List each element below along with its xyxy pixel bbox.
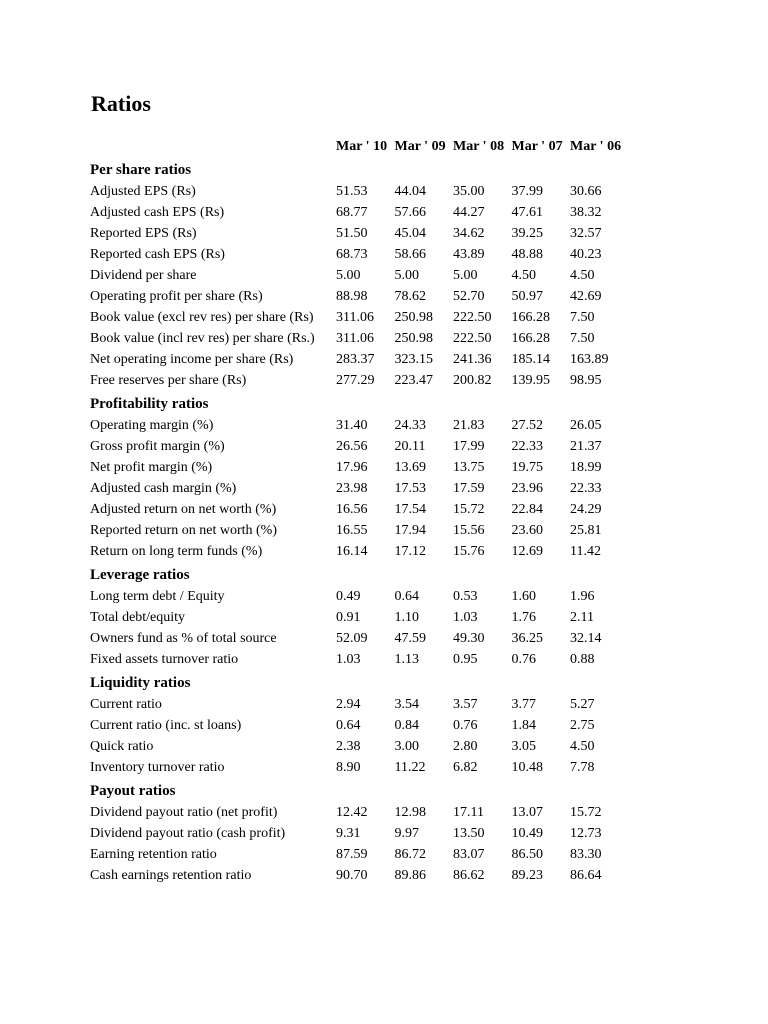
table-cell-value: 12.69 [511, 544, 543, 559]
row-label: Fixed assets turnover ratio [90, 652, 239, 667]
row-label: Net operating income per share (Rs) [90, 352, 294, 367]
table-cell-value: 323.15 [394, 352, 433, 367]
table-row [90, 286, 629, 307]
table-row [90, 307, 629, 328]
table-cell-value: 0.49 [336, 589, 361, 604]
table-cell-value: 25.81 [570, 523, 602, 538]
table-cell-value: 17.94 [394, 523, 426, 538]
table-cell-value: 88.98 [336, 289, 368, 304]
table-cell-value: 22.33 [570, 481, 602, 496]
table-cell-value: 37.99 [511, 184, 543, 199]
table-cell-value: 222.50 [453, 310, 492, 325]
table-cell-value: 222.50 [453, 331, 492, 346]
table-cell-value: 83.30 [570, 847, 602, 862]
table-cell-value: 8.90 [336, 760, 361, 775]
table-cell-value: 9.97 [394, 826, 419, 841]
row-label: Adjusted cash EPS (Rs) [90, 205, 225, 220]
table-cell-value: 1.76 [511, 610, 536, 625]
table-cell-value: 0.95 [453, 652, 478, 667]
column-header: Mar ' 07 [511, 139, 563, 154]
table-cell-value: 5.00 [453, 268, 478, 283]
row-label: Adjusted cash margin (%) [90, 481, 237, 496]
table-cell-value: 0.91 [336, 610, 361, 625]
table-cell-value: 7.78 [570, 760, 595, 775]
table-row [90, 457, 629, 478]
table-cell-value: 2.38 [336, 739, 361, 754]
table-row [90, 349, 629, 370]
table-row [90, 520, 629, 541]
table-cell-value: 11.22 [394, 760, 426, 775]
table-cell-value: 2.94 [336, 697, 361, 712]
table-cell-value: 250.98 [394, 331, 433, 346]
table-cell-value: 1.60 [511, 589, 536, 604]
table-cell-value: 38.32 [570, 205, 602, 220]
table-cell-value: 17.53 [394, 481, 426, 496]
table-cell-value: 17.59 [453, 481, 485, 496]
table-cell-value: 15.72 [453, 502, 485, 517]
table-cell-value: 2.11 [570, 610, 594, 625]
table-cell-value: 4.50 [511, 268, 536, 283]
column-header: Mar ' 06 [570, 139, 622, 154]
table-cell-value: 31.40 [336, 418, 368, 433]
table-cell-value: 311.06 [336, 310, 374, 325]
row-label: Owners fund as % of total source [90, 631, 277, 646]
row-label: Long term debt / Equity [90, 589, 225, 604]
row-label: Reported EPS (Rs) [90, 226, 197, 241]
table-row [90, 181, 629, 202]
table-cell-value: 26.56 [336, 439, 368, 454]
row-label: Book value (incl rev res) per share (Rs.) [90, 331, 315, 346]
table-cell-value: 5.00 [394, 268, 419, 283]
row-label: Gross profit margin (%) [90, 439, 225, 454]
table-cell-value: 12.98 [394, 805, 426, 820]
row-label: Current ratio [90, 697, 162, 712]
table-cell-value: 4.50 [570, 268, 595, 283]
table-row [90, 478, 629, 499]
table-cell-value: 3.57 [453, 697, 478, 712]
table-cell-value: 90.70 [336, 868, 368, 883]
table-cell-value: 43.89 [453, 247, 485, 262]
table-cell-value: 23.96 [511, 481, 543, 496]
table-cell-value: 13.07 [511, 805, 543, 820]
table-cell-value: 1.84 [511, 718, 536, 733]
table-cell-value: 0.84 [394, 718, 419, 733]
table-cell-value: 2.75 [570, 718, 595, 733]
table-cell-value: 68.73 [336, 247, 368, 262]
table-cell-value: 15.76 [453, 544, 485, 559]
row-label: Reported return on net worth (%) [90, 523, 277, 538]
table-cell-value: 1.03 [453, 610, 478, 625]
section-title: Payout ratios [90, 783, 176, 799]
table-cell-value: 68.77 [336, 205, 368, 220]
table-cell-value: 51.53 [336, 184, 368, 199]
table-cell-value: 166.28 [511, 310, 550, 325]
table-cell-value: 47.59 [394, 631, 426, 646]
table-cell-value: 17.11 [453, 805, 484, 820]
table-cell-value: 3.05 [511, 739, 536, 754]
table-cell-value: 32.14 [570, 631, 602, 646]
table-cell-value: 7.50 [570, 310, 595, 325]
table-cell-value: 5.00 [336, 268, 361, 283]
row-label: Adjusted return on net worth (%) [90, 502, 277, 517]
table-cell-value: 10.48 [511, 760, 543, 775]
section-header-row [90, 778, 629, 802]
table-cell-value: 49.30 [453, 631, 485, 646]
table-cell-value: 200.82 [453, 373, 492, 388]
table-row [90, 436, 629, 457]
table-cell-value: 35.00 [453, 184, 485, 199]
row-label: Return on long term funds (%) [90, 544, 263, 559]
row-label: Earning retention ratio [90, 847, 217, 862]
table-cell-value: 24.33 [394, 418, 426, 433]
table-cell-value: 1.03 [336, 652, 361, 667]
table-body [90, 157, 629, 886]
table-cell-value: 3.77 [511, 697, 536, 712]
table-cell-value: 83.07 [453, 847, 485, 862]
table-cell-value: 22.84 [511, 502, 543, 517]
table-cell-value: 47.61 [511, 205, 543, 220]
row-label: Adjusted EPS (Rs) [90, 184, 196, 199]
table-cell-value: 241.36 [453, 352, 492, 367]
table-cell-value: 22.33 [511, 439, 543, 454]
table-row [90, 607, 629, 628]
table-cell-value: 87.59 [336, 847, 368, 862]
table-cell-value: 44.04 [394, 184, 426, 199]
table-row [90, 328, 629, 349]
table-cell-value: 3.54 [394, 697, 419, 712]
table-cell-value: 58.66 [394, 247, 426, 262]
table-cell-value: 13.75 [453, 460, 485, 475]
table-cell-value: 57.66 [394, 205, 426, 220]
section-header-row [90, 391, 629, 415]
table-cell-value: 24.29 [570, 502, 602, 517]
header-label-cell [90, 136, 336, 157]
table-cell-value: 20.11 [394, 439, 426, 454]
table-cell-value: 44.27 [453, 205, 485, 220]
table-cell-value: 86.62 [453, 868, 485, 883]
table-row [90, 715, 629, 736]
row-label: Operating profit per share (Rs) [90, 289, 263, 304]
table-cell-value: 26.05 [570, 418, 602, 433]
table-row [90, 202, 629, 223]
table-cell-value: 98.95 [570, 373, 602, 388]
table-cell-value: 15.56 [453, 523, 485, 538]
row-label: Dividend per share [90, 268, 197, 283]
table-cell-value: 48.88 [511, 247, 543, 262]
table-cell-value: 1.10 [394, 610, 419, 625]
table-cell-value: 0.53 [453, 589, 478, 604]
table-row [90, 265, 629, 286]
table-cell-value: 185.14 [511, 352, 550, 367]
table-row [90, 586, 629, 607]
table-cell-value: 17.99 [453, 439, 485, 454]
table-cell-value: 4.50 [570, 739, 595, 754]
table-cell-value: 16.14 [336, 544, 368, 559]
row-label: Total debt/equity [90, 610, 186, 625]
page-title: Ratios [91, 91, 151, 116]
table-cell-value: 277.29 [336, 373, 375, 388]
table-cell-value: 7.50 [570, 331, 595, 346]
table-cell-value: 163.89 [570, 352, 609, 367]
table-cell-value: 6.82 [453, 760, 478, 775]
section-title: Profitability ratios [90, 396, 209, 412]
table-cell-value: 21.37 [570, 439, 602, 454]
table-row [90, 499, 629, 520]
table-row [90, 694, 629, 715]
table-cell-value: 1.96 [570, 589, 595, 604]
table-cell-value: 21.83 [453, 418, 485, 433]
table-cell-value: 30.66 [570, 184, 602, 199]
table-cell-value: 0.88 [570, 652, 595, 667]
table-cell-value: 52.70 [453, 289, 485, 304]
table-cell-value: 45.04 [394, 226, 426, 241]
table-cell-value: 15.72 [570, 805, 602, 820]
table-row [90, 223, 629, 244]
table-cell-value: 223.47 [394, 373, 433, 388]
table-cell-value: 23.98 [336, 481, 368, 496]
column-header: Mar ' 08 [453, 139, 505, 154]
table-cell-value: 250.98 [394, 310, 433, 325]
table-cell-value: 12.73 [570, 826, 602, 841]
table-cell-value: 166.28 [511, 331, 550, 346]
table-cell-value: 36.25 [511, 631, 543, 646]
table-row [90, 541, 629, 562]
table-cell-value: 23.60 [511, 523, 543, 538]
row-label: Dividend payout ratio (cash profit) [90, 826, 286, 841]
table-cell-value: 10.49 [511, 826, 543, 841]
table-cell-value: 1.13 [394, 652, 419, 667]
row-label: Inventory turnover ratio [90, 760, 225, 775]
table-row [90, 802, 629, 823]
table-cell-value: 89.23 [511, 868, 543, 883]
row-label: Net profit margin (%) [90, 460, 213, 475]
table-cell-value: 0.76 [511, 652, 536, 667]
table-cell-value: 16.56 [336, 502, 368, 517]
table-cell-value: 17.12 [394, 544, 426, 559]
row-label: Book value (excl rev res) per share (Rs) [90, 310, 314, 325]
row-label: Reported cash EPS (Rs) [90, 247, 225, 262]
table-cell-value: 139.95 [511, 373, 550, 388]
table-cell-value: 13.69 [394, 460, 426, 475]
table-cell-value: 89.86 [394, 868, 426, 883]
table-cell-value: 86.72 [394, 847, 426, 862]
row-label: Operating margin (%) [90, 418, 214, 433]
table-row [90, 865, 629, 886]
section-header-row [90, 157, 629, 181]
table-row [90, 844, 629, 865]
section-title: Liquidity ratios [90, 675, 191, 691]
table-cell-value: 86.64 [570, 868, 602, 883]
table-cell-value: 50.97 [511, 289, 543, 304]
table-cell-value: 78.62 [394, 289, 426, 304]
section-header-row [90, 670, 629, 694]
table-row [90, 649, 629, 670]
table-cell-value: 5.27 [570, 697, 595, 712]
table-cell-value: 283.37 [336, 352, 375, 367]
table-row [90, 628, 629, 649]
row-label: Quick ratio [90, 739, 154, 754]
table-cell-value: 9.31 [336, 826, 361, 841]
table-cell-value: 13.50 [453, 826, 485, 841]
row-label: Current ratio (inc. st loans) [90, 718, 242, 733]
table-cell-value: 11.42 [570, 544, 601, 559]
table-cell-value: 52.09 [336, 631, 368, 646]
table-cell-value: 86.50 [511, 847, 543, 862]
table-cell-value: 42.69 [570, 289, 602, 304]
table-cell-value: 34.62 [453, 226, 485, 241]
table-cell-value: 51.50 [336, 226, 368, 241]
table-cell-value: 17.54 [394, 502, 426, 517]
table-cell-value: 2.80 [453, 739, 478, 754]
table-cell-value: 0.64 [336, 718, 361, 733]
table-header-row [90, 136, 629, 157]
table-cell-value: 12.42 [336, 805, 368, 820]
table-cell-value: 0.76 [453, 718, 478, 733]
table-cell-value: 16.55 [336, 523, 368, 538]
table-cell-value: 40.23 [570, 247, 602, 262]
table-row [90, 823, 629, 844]
section-title: Leverage ratios [90, 567, 190, 583]
table-row [90, 736, 629, 757]
table-cell-value: 17.96 [336, 460, 368, 475]
table-row [90, 244, 629, 265]
column-header: Mar ' 09 [394, 139, 446, 154]
column-header: Mar ' 10 [336, 139, 388, 154]
section-title: Per share ratios [90, 162, 192, 178]
table-cell-value: 27.52 [511, 418, 543, 433]
table-row [90, 415, 629, 436]
table-cell-value: 32.57 [570, 226, 602, 241]
row-label: Cash earnings retention ratio [90, 868, 252, 883]
row-label: Free reserves per share (Rs) [90, 373, 247, 388]
table-row [90, 757, 629, 778]
section-header-row [90, 562, 629, 586]
table-cell-value: 0.64 [394, 589, 419, 604]
table-cell-value: 39.25 [511, 226, 543, 241]
row-label: Dividend payout ratio (net profit) [90, 805, 278, 820]
table-cell-value: 3.00 [394, 739, 419, 754]
table-cell-value: 18.99 [570, 460, 602, 475]
table-cell-value: 19.75 [511, 460, 543, 475]
ratios-table [90, 136, 629, 886]
table-cell-value: 311.06 [336, 331, 374, 346]
table-row [90, 370, 629, 391]
